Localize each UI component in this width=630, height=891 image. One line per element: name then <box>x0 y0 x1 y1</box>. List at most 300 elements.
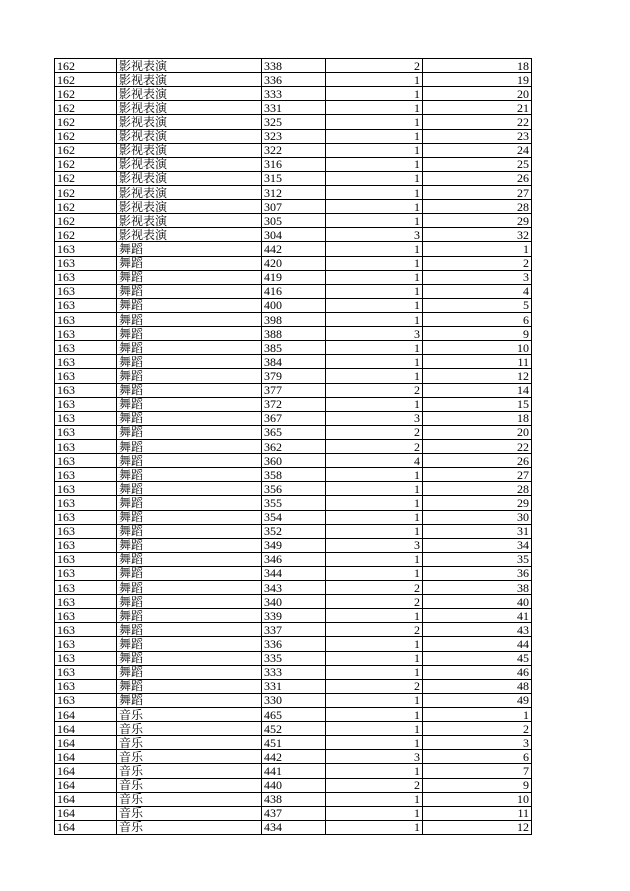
score-cell: 305 <box>262 214 326 228</box>
table-row <box>55 468 532 482</box>
major-code-cell: 163 <box>55 566 117 580</box>
score-cell: 336 <box>262 73 326 87</box>
major-name-cell: 舞蹈 <box>117 679 262 693</box>
score-cell: 452 <box>262 722 326 736</box>
major-name-cell: 舞蹈 <box>117 439 262 453</box>
table-row <box>55 115 532 129</box>
major-name-cell: 舞蹈 <box>117 312 262 326</box>
score-cell: 333 <box>262 665 326 679</box>
major-code-cell: 163 <box>55 581 117 595</box>
major-name-cell: 音乐 <box>117 792 262 806</box>
score-cell: 336 <box>262 637 326 651</box>
table-row <box>55 425 532 439</box>
count-cell: 1 <box>326 820 423 834</box>
cumulative-count-cell: 22 <box>423 439 532 453</box>
table-row <box>55 722 532 736</box>
major-code-cell: 163 <box>55 312 117 326</box>
major-name-cell: 音乐 <box>117 722 262 736</box>
count-cell: 1 <box>326 369 423 383</box>
table-row <box>55 820 532 834</box>
table-row <box>55 439 532 453</box>
major-code-cell: 162 <box>55 185 117 199</box>
count-cell: 1 <box>326 284 423 298</box>
count-cell: 1 <box>326 200 423 214</box>
count-cell: 1 <box>326 397 423 411</box>
major-name-cell: 音乐 <box>117 764 262 778</box>
major-name-cell: 舞蹈 <box>117 581 262 595</box>
cumulative-count-cell: 1 <box>423 708 532 722</box>
count-cell: 1 <box>326 468 423 482</box>
cumulative-count-cell: 12 <box>423 369 532 383</box>
count-cell: 3 <box>326 411 423 425</box>
cumulative-count-cell: 23 <box>423 129 532 143</box>
table-row <box>55 59 532 73</box>
major-code-cell: 162 <box>55 87 117 101</box>
score-cell: 441 <box>262 764 326 778</box>
major-code-cell: 163 <box>55 425 117 439</box>
major-code-cell: 163 <box>55 510 117 524</box>
cumulative-count-cell: 20 <box>423 425 532 439</box>
count-cell: 1 <box>326 341 423 355</box>
major-name-cell: 舞蹈 <box>117 256 262 270</box>
table-row <box>55 143 532 157</box>
major-name-cell: 影视表演 <box>117 59 262 73</box>
major-code-cell: 164 <box>55 778 117 792</box>
score-cell: 330 <box>262 693 326 707</box>
table-row <box>55 369 532 383</box>
major-code-cell: 164 <box>55 708 117 722</box>
score-cell: 365 <box>262 425 326 439</box>
table-row <box>55 341 532 355</box>
major-name-cell: 舞蹈 <box>117 425 262 439</box>
major-name-cell: 舞蹈 <box>117 665 262 679</box>
score-cell: 362 <box>262 439 326 453</box>
count-cell: 1 <box>326 73 423 87</box>
table-row <box>55 665 532 679</box>
table-row <box>55 637 532 651</box>
major-code-cell: 163 <box>55 482 117 496</box>
major-code-cell: 163 <box>55 256 117 270</box>
major-name-cell: 舞蹈 <box>117 270 262 284</box>
major-name-cell: 舞蹈 <box>117 383 262 397</box>
cumulative-count-cell: 26 <box>423 454 532 468</box>
count-cell: 1 <box>326 609 423 623</box>
count-cell: 2 <box>326 778 423 792</box>
major-code-cell: 162 <box>55 73 117 87</box>
cumulative-count-cell: 22 <box>423 115 532 129</box>
count-cell: 2 <box>326 383 423 397</box>
table-row <box>55 806 532 820</box>
cumulative-count-cell: 32 <box>423 228 532 242</box>
count-cell: 1 <box>326 101 423 115</box>
cumulative-count-cell: 35 <box>423 552 532 566</box>
cumulative-count-cell: 2 <box>423 256 532 270</box>
major-name-cell: 舞蹈 <box>117 538 262 552</box>
cumulative-count-cell: 6 <box>423 750 532 764</box>
table-row <box>55 298 532 312</box>
major-name-cell: 舞蹈 <box>117 327 262 341</box>
major-name-cell: 影视表演 <box>117 171 262 185</box>
major-code-cell: 163 <box>55 439 117 453</box>
major-name-cell: 舞蹈 <box>117 623 262 637</box>
table-row <box>55 242 532 256</box>
table-row <box>55 510 532 524</box>
cumulative-count-cell: 34 <box>423 538 532 552</box>
major-code-cell: 163 <box>55 623 117 637</box>
score-cell: 344 <box>262 566 326 580</box>
major-code-cell: 162 <box>55 214 117 228</box>
major-code-cell: 163 <box>55 651 117 665</box>
cumulative-count-cell: 10 <box>423 792 532 806</box>
table-row <box>55 454 532 468</box>
major-code-cell: 162 <box>55 115 117 129</box>
major-name-cell: 影视表演 <box>117 87 262 101</box>
major-code-cell: 162 <box>55 143 117 157</box>
score-cell: 438 <box>262 792 326 806</box>
major-code-cell: 162 <box>55 171 117 185</box>
cumulative-count-cell: 43 <box>423 623 532 637</box>
major-code-cell: 162 <box>55 101 117 115</box>
score-cell: 372 <box>262 397 326 411</box>
cumulative-count-cell: 3 <box>423 270 532 284</box>
score-cell: 335 <box>262 651 326 665</box>
major-name-cell: 影视表演 <box>117 228 262 242</box>
count-cell: 4 <box>326 454 423 468</box>
table-row <box>55 87 532 101</box>
major-name-cell: 舞蹈 <box>117 369 262 383</box>
count-cell: 1 <box>326 171 423 185</box>
score-cell: 419 <box>262 270 326 284</box>
major-code-cell: 162 <box>55 59 117 73</box>
count-cell: 2 <box>326 59 423 73</box>
score-cell: 377 <box>262 383 326 397</box>
score-cell: 323 <box>262 129 326 143</box>
major-code-cell: 162 <box>55 157 117 171</box>
count-cell: 2 <box>326 425 423 439</box>
major-name-cell: 舞蹈 <box>117 454 262 468</box>
cumulative-count-cell: 6 <box>423 312 532 326</box>
major-name-cell: 音乐 <box>117 778 262 792</box>
count-cell: 1 <box>326 524 423 538</box>
table-row <box>55 270 532 284</box>
major-code-cell: 163 <box>55 270 117 284</box>
major-code-cell: 163 <box>55 693 117 707</box>
cumulative-count-cell: 30 <box>423 510 532 524</box>
count-cell: 2 <box>326 595 423 609</box>
table-row <box>55 581 532 595</box>
major-name-cell: 舞蹈 <box>117 552 262 566</box>
table-row <box>55 214 532 228</box>
cumulative-count-cell: 18 <box>423 411 532 425</box>
major-name-cell: 影视表演 <box>117 101 262 115</box>
table-row <box>55 538 532 552</box>
table-row <box>55 764 532 778</box>
count-cell: 1 <box>326 708 423 722</box>
score-cell: 379 <box>262 369 326 383</box>
table-row <box>55 157 532 171</box>
count-cell: 1 <box>326 510 423 524</box>
cumulative-count-cell: 36 <box>423 566 532 580</box>
major-name-cell: 影视表演 <box>117 129 262 143</box>
major-name-cell: 舞蹈 <box>117 651 262 665</box>
count-cell: 2 <box>326 623 423 637</box>
score-cell: 434 <box>262 820 326 834</box>
cumulative-count-cell: 10 <box>423 341 532 355</box>
count-cell: 3 <box>326 750 423 764</box>
major-code-cell: 163 <box>55 242 117 256</box>
major-name-cell: 舞蹈 <box>117 298 262 312</box>
major-name-cell: 舞蹈 <box>117 284 262 298</box>
cumulative-count-cell: 7 <box>423 764 532 778</box>
table-row <box>55 171 532 185</box>
cumulative-count-cell: 28 <box>423 482 532 496</box>
score-cell: 367 <box>262 411 326 425</box>
major-name-cell: 舞蹈 <box>117 524 262 538</box>
cumulative-count-cell: 3 <box>423 736 532 750</box>
count-cell: 1 <box>326 792 423 806</box>
major-name-cell: 音乐 <box>117 708 262 722</box>
score-cell: 358 <box>262 468 326 482</box>
count-cell: 2 <box>326 439 423 453</box>
major-name-cell: 舞蹈 <box>117 468 262 482</box>
score-cell: 331 <box>262 679 326 693</box>
score-cell: 325 <box>262 115 326 129</box>
major-code-cell: 163 <box>55 284 117 298</box>
major-code-cell: 162 <box>55 200 117 214</box>
major-name-cell: 影视表演 <box>117 214 262 228</box>
count-cell: 1 <box>326 115 423 129</box>
major-name-cell: 影视表演 <box>117 200 262 214</box>
cumulative-count-cell: 41 <box>423 609 532 623</box>
table-row <box>55 679 532 693</box>
major-code-cell: 163 <box>55 327 117 341</box>
score-cell: 385 <box>262 341 326 355</box>
table-row <box>55 200 532 214</box>
table-row <box>55 355 532 369</box>
major-name-cell: 音乐 <box>117 750 262 764</box>
table-row <box>55 185 532 199</box>
cumulative-count-cell: 27 <box>423 468 532 482</box>
table-row <box>55 651 532 665</box>
table-row <box>55 482 532 496</box>
table-row <box>55 73 532 87</box>
major-name-cell: 舞蹈 <box>117 510 262 524</box>
cumulative-count-cell: 9 <box>423 778 532 792</box>
table-row <box>55 101 532 115</box>
count-cell: 1 <box>326 637 423 651</box>
table-row <box>55 552 532 566</box>
cumulative-count-cell: 4 <box>423 284 532 298</box>
count-cell: 2 <box>326 581 423 595</box>
count-cell: 1 <box>326 482 423 496</box>
score-cell: 339 <box>262 609 326 623</box>
major-name-cell: 影视表演 <box>117 143 262 157</box>
cumulative-count-cell: 24 <box>423 143 532 157</box>
score-cell: 420 <box>262 256 326 270</box>
major-code-cell: 164 <box>55 750 117 764</box>
score-cell: 304 <box>262 228 326 242</box>
cumulative-count-cell: 48 <box>423 679 532 693</box>
count-cell: 1 <box>326 270 423 284</box>
major-code-cell: 163 <box>55 665 117 679</box>
major-code-cell: 163 <box>55 298 117 312</box>
table-row <box>55 411 532 425</box>
major-name-cell: 舞蹈 <box>117 341 262 355</box>
cumulative-count-cell: 46 <box>423 665 532 679</box>
cumulative-count-cell: 27 <box>423 185 532 199</box>
count-cell: 1 <box>326 129 423 143</box>
major-code-cell: 163 <box>55 341 117 355</box>
count-cell: 2 <box>326 679 423 693</box>
count-cell: 1 <box>326 242 423 256</box>
major-name-cell: 舞蹈 <box>117 482 262 496</box>
count-cell: 1 <box>326 496 423 510</box>
table-row <box>55 284 532 298</box>
count-cell: 1 <box>326 298 423 312</box>
major-code-cell: 163 <box>55 355 117 369</box>
major-name-cell: 舞蹈 <box>117 355 262 369</box>
major-code-cell: 163 <box>55 552 117 566</box>
score-cell: 322 <box>262 143 326 157</box>
count-cell: 1 <box>326 143 423 157</box>
score-cell: 349 <box>262 538 326 552</box>
count-cell: 1 <box>326 185 423 199</box>
major-name-cell: 影视表演 <box>117 157 262 171</box>
major-name-cell: 舞蹈 <box>117 496 262 510</box>
cumulative-count-cell: 21 <box>423 101 532 115</box>
score-cell: 338 <box>262 59 326 73</box>
cumulative-count-cell: 31 <box>423 524 532 538</box>
score-cell: 352 <box>262 524 326 538</box>
count-cell: 1 <box>326 355 423 369</box>
table-row <box>55 312 532 326</box>
cumulative-count-cell: 15 <box>423 397 532 411</box>
count-cell: 1 <box>326 312 423 326</box>
major-code-cell: 164 <box>55 764 117 778</box>
score-cell: 331 <box>262 101 326 115</box>
cumulative-count-cell: 18 <box>423 59 532 73</box>
count-cell: 1 <box>326 214 423 228</box>
cumulative-count-cell: 19 <box>423 73 532 87</box>
table-row <box>55 129 532 143</box>
count-cell: 1 <box>326 157 423 171</box>
major-code-cell: 163 <box>55 524 117 538</box>
major-code-cell: 164 <box>55 806 117 820</box>
major-code-cell: 163 <box>55 595 117 609</box>
major-code-cell: 163 <box>55 637 117 651</box>
score-distribution-table <box>54 58 532 835</box>
major-name-cell: 影视表演 <box>117 73 262 87</box>
count-cell: 1 <box>326 651 423 665</box>
score-cell: 440 <box>262 778 326 792</box>
table-row <box>55 609 532 623</box>
score-cell: 400 <box>262 298 326 312</box>
cumulative-count-cell: 11 <box>423 806 532 820</box>
table-row <box>55 595 532 609</box>
score-cell: 356 <box>262 482 326 496</box>
major-code-cell: 164 <box>55 820 117 834</box>
major-name-cell: 音乐 <box>117 806 262 820</box>
table-row <box>55 623 532 637</box>
score-cell: 340 <box>262 595 326 609</box>
table-row <box>55 566 532 580</box>
table-row <box>55 693 532 707</box>
cumulative-count-cell: 14 <box>423 383 532 397</box>
table-body <box>55 59 532 835</box>
score-cell: 437 <box>262 806 326 820</box>
table-row <box>55 256 532 270</box>
major-name-cell: 影视表演 <box>117 185 262 199</box>
score-cell: 354 <box>262 510 326 524</box>
cumulative-count-cell: 12 <box>423 820 532 834</box>
major-code-cell: 163 <box>55 411 117 425</box>
cumulative-count-cell: 49 <box>423 693 532 707</box>
score-cell: 316 <box>262 157 326 171</box>
count-cell: 3 <box>326 538 423 552</box>
major-name-cell: 舞蹈 <box>117 693 262 707</box>
count-cell: 1 <box>326 566 423 580</box>
table-row <box>55 397 532 411</box>
score-cell: 346 <box>262 552 326 566</box>
major-code-cell: 163 <box>55 679 117 693</box>
score-cell: 451 <box>262 736 326 750</box>
score-cell: 465 <box>262 708 326 722</box>
count-cell: 1 <box>326 806 423 820</box>
cumulative-count-cell: 28 <box>423 200 532 214</box>
major-code-cell: 163 <box>55 454 117 468</box>
count-cell: 1 <box>326 256 423 270</box>
major-code-cell: 163 <box>55 609 117 623</box>
cumulative-count-cell: 2 <box>423 722 532 736</box>
cumulative-count-cell: 40 <box>423 595 532 609</box>
count-cell: 1 <box>326 665 423 679</box>
major-name-cell: 音乐 <box>117 736 262 750</box>
score-cell: 307 <box>262 200 326 214</box>
score-cell: 337 <box>262 623 326 637</box>
table-row <box>55 708 532 722</box>
major-code-cell: 163 <box>55 383 117 397</box>
table-row <box>55 524 532 538</box>
major-name-cell: 舞蹈 <box>117 411 262 425</box>
major-name-cell: 舞蹈 <box>117 242 262 256</box>
major-code-cell: 163 <box>55 496 117 510</box>
cumulative-count-cell: 20 <box>423 87 532 101</box>
score-cell: 312 <box>262 185 326 199</box>
major-code-cell: 163 <box>55 397 117 411</box>
cumulative-count-cell: 25 <box>423 157 532 171</box>
score-cell: 360 <box>262 454 326 468</box>
major-name-cell: 音乐 <box>117 820 262 834</box>
score-cell: 442 <box>262 242 326 256</box>
table-row <box>55 736 532 750</box>
score-cell: 388 <box>262 327 326 341</box>
count-cell: 1 <box>326 87 423 101</box>
count-cell: 1 <box>326 764 423 778</box>
table-row <box>55 327 532 341</box>
cumulative-count-cell: 1 <box>423 242 532 256</box>
score-cell: 343 <box>262 581 326 595</box>
score-cell: 384 <box>262 355 326 369</box>
cumulative-count-cell: 29 <box>423 496 532 510</box>
count-cell: 3 <box>326 228 423 242</box>
major-name-cell: 影视表演 <box>117 115 262 129</box>
table-row <box>55 792 532 806</box>
major-code-cell: 163 <box>55 369 117 383</box>
cumulative-count-cell: 45 <box>423 651 532 665</box>
major-code-cell: 164 <box>55 736 117 750</box>
major-name-cell: 舞蹈 <box>117 595 262 609</box>
major-code-cell: 162 <box>55 129 117 143</box>
